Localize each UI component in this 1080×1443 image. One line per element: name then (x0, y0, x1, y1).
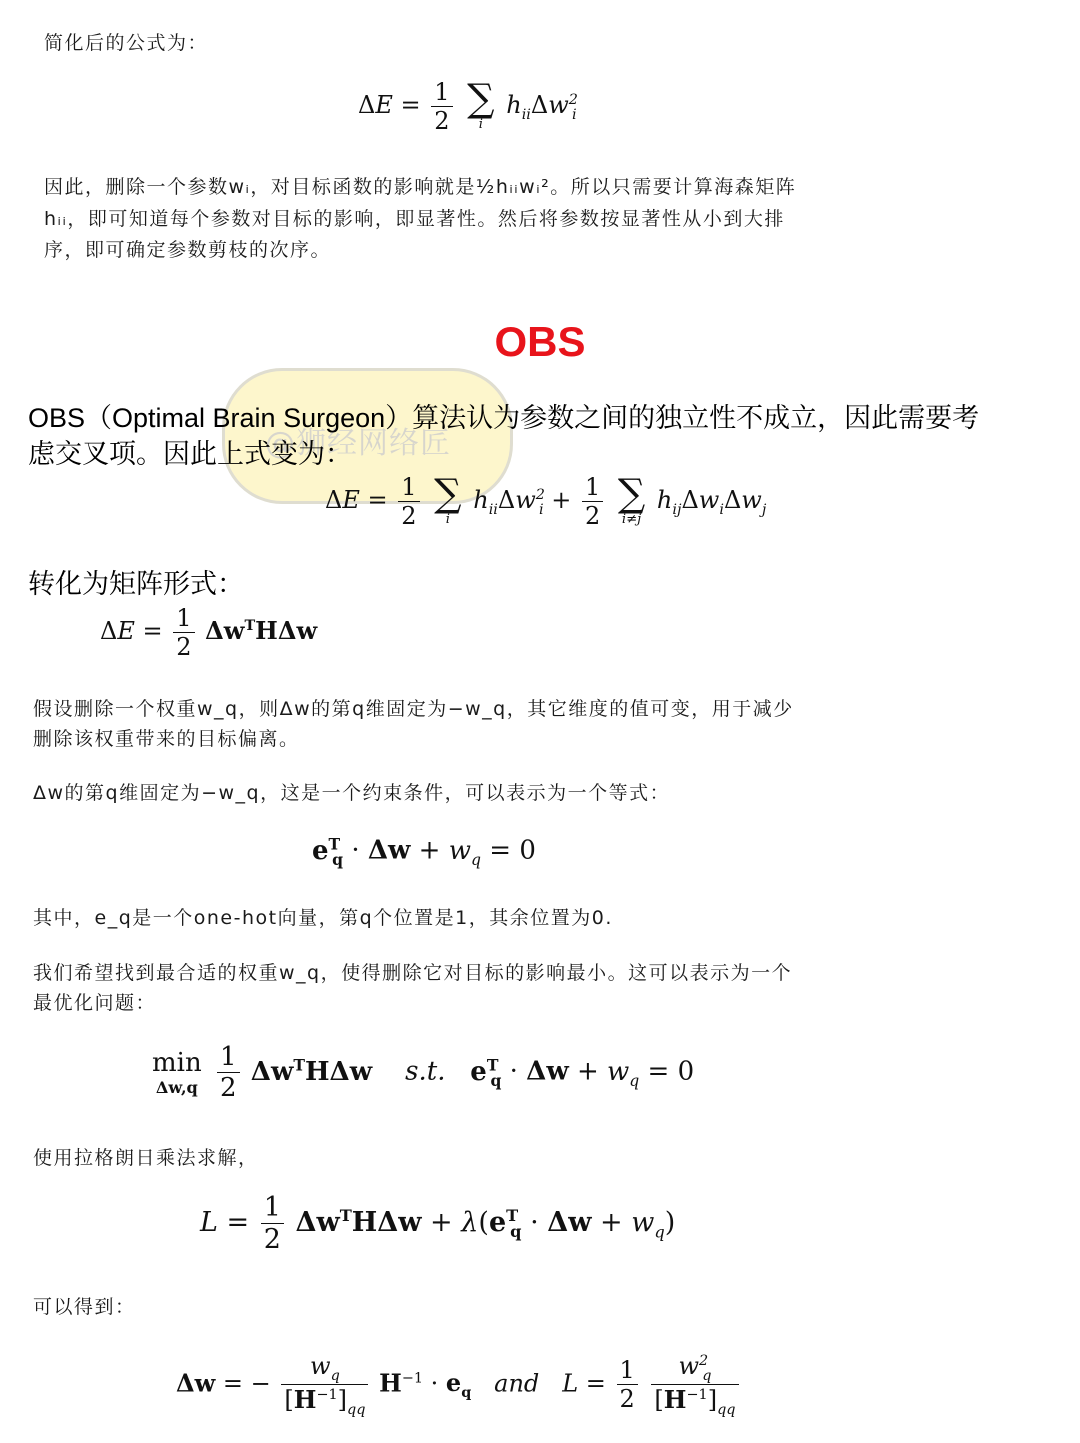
objective-para-line-1: 我们希望找到最合适的权重w_q，使得删除它对目标的影响最小。这可以表示为一个 (33, 962, 793, 984)
formula-optimization: min Δw,q $\frac{1}{2}$ $\Delta w^TH\Delta w$ s.t. $e^T_q \cdot \Delta w + w_q = 0$ (152, 1042, 695, 1103)
obs-intro-line-1: OBS（Optimal Brain Surgeon）算法认为参数之间的独立性不成立，因此需要考 (28, 403, 980, 433)
lagrange-para: 使用拉格朗日乘法求解， (33, 1147, 259, 1169)
para-line-1: 因此，删除一个参数wᵢ，对目标函数的影响就是½hᵢᵢwᵢ²。所以只需要计算海森矩阵 (44, 176, 797, 198)
formula-simplified: ΔE = $\frac{1}{2}$ ∑ i $h_{ii}\Delta w^2_i$ (358, 76, 578, 135)
watermark-text: @狮经网络匠 (265, 426, 451, 461)
formula-cross-terms: ΔE = $\frac{1}{2}$ ∑ i $h_{ii}\Delta w^2_i$ + $\frac{1}{2}$ ∑ i≠j $h_{ij}\Delta w_i\Delta w_j$ (325, 471, 767, 530)
formula-lagrangian: L = $\frac{1}{2}$ $\Delta w^TH\Delta w + \lambda(e^T_q \cdot \Delta w + w_q)$ (200, 1192, 676, 1255)
result-para: 可以得到： (33, 1296, 136, 1318)
para-line-3: 序，即可确定参数剪枝的次序。 (44, 239, 332, 261)
constraint-para-1-line-1: 假设删除一个权重w_q，则Δw的第q维固定为−w_q，其它维度的值可变，用于减少 (33, 698, 794, 720)
matrix-form-label: 转化为矩阵形式： (28, 569, 244, 599)
intro-text: 简化后的公式为： (44, 32, 209, 54)
objective-para-line-2: 最优化问题： (33, 992, 157, 1014)
onehot-para: 其中，e_q是一个one-hot向量，第q个位置是1，其余位置为0. (33, 907, 613, 929)
para-line-2: hᵢᵢ，即可知道每个参数对目标的影响，即显著性。然后将参数按显著性从小到大排 (44, 208, 785, 230)
formula-matrix: ΔE = $\frac{1}{2}$ $\Delta w^TH\Delta w$ (100, 604, 318, 661)
constraint-para-2: Δw的第q维固定为−w_q，这是一个约束条件，可以表示为一个等式： (33, 782, 671, 804)
formula-constraint: $e^T_q \cdot \Delta w + w_q = 0$ (312, 834, 536, 869)
section-title-obs: OBS (494, 318, 586, 365)
constraint-para-1-line-2: 删除该权重带来的目标偏离。 (33, 728, 300, 750)
formula-result: Δw = − $\frac{w_q}{[H^{-1}]_{qq}}$ $H^{-1} \cdot e_q$ and L = $\frac{1}{2}$ $\frac{w^2_q}{[H^{-1}]_{qq}}$ (176, 1352, 742, 1418)
obs-intro-line-2: 虑交叉项。因此上式变为： (28, 439, 352, 469)
